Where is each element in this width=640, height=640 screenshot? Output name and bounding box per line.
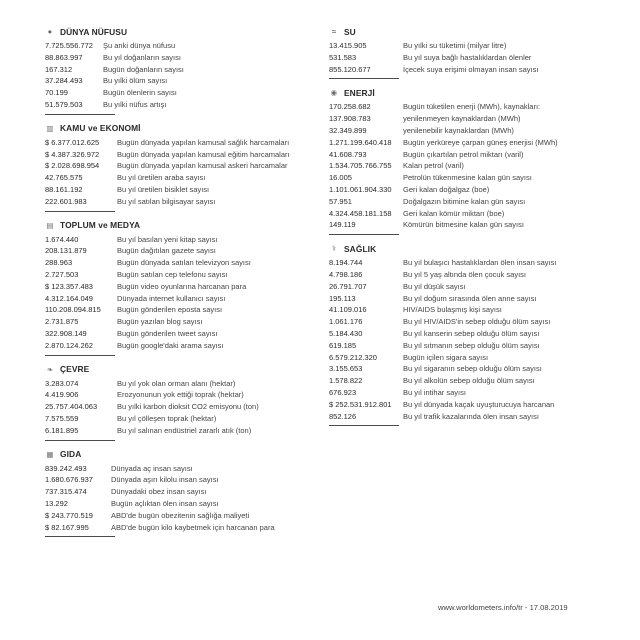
stat-row [45, 52, 315, 64]
section-header [45, 25, 315, 38]
stat-value: 2.727.503 [45, 269, 79, 279]
stat-label: Bugün gönderilen tweet sayısı [117, 328, 218, 338]
section-header [329, 25, 594, 38]
stat-row [45, 304, 315, 316]
stat-row [45, 378, 315, 390]
stat-value: 1.101.061.904.330 [329, 184, 392, 194]
stat-row [45, 64, 315, 76]
stat-value: 137.908.783 [329, 114, 371, 124]
stat-value: 149.119 [329, 220, 356, 230]
stat-value: 737.315.474 [45, 487, 87, 497]
stat-row [329, 125, 594, 137]
section-divider [45, 355, 115, 356]
stat-label: Doğalgazın bitimine kalan gün sayısı [403, 196, 526, 206]
stat-label: Bu yıl yok olan orman alanı (hektar) [117, 378, 236, 388]
stat-value: 32.349.899 [329, 125, 367, 135]
section-divider [45, 536, 115, 537]
stat-row [329, 160, 594, 172]
stat-row [329, 113, 594, 125]
stat-label: Bugün gönderilen eposta sayısı [117, 305, 223, 315]
stat-value: $ 243.770.519 [45, 510, 93, 520]
stat-label: Bugün tüketilen enerji (MWh), kaynakları: [403, 102, 541, 112]
stat-label: Bugün dünyada yapılan kamusal sağlık harcamaları [117, 137, 290, 147]
stat-label: Bugün dünyada satılan televizyon sayısı [117, 258, 251, 268]
water-icon: ≈ [331, 27, 337, 36]
stat-value: 41.109.016 [329, 305, 367, 315]
stat-label: Bugün satılan cep telefonu sayısı [117, 269, 228, 279]
stat-value: 70.199 [45, 88, 68, 98]
stat-label: yenilenmeyen kaynaklardan (MWh) [403, 114, 521, 124]
stat-value: 1.680.676.937 [45, 475, 93, 485]
stat-label: Kömürün bitmesine kalan gün sayısı [403, 220, 524, 230]
stat-value: 619.185 [329, 340, 357, 350]
stat-row [45, 328, 315, 340]
stat-row [45, 196, 315, 208]
stat-value: 2.731.875 [45, 317, 79, 327]
stat-value: 6.579.212.320 [329, 352, 377, 362]
stat-value: 88.161.192 [45, 184, 83, 194]
stat-row [45, 316, 315, 328]
stat-row [45, 40, 315, 52]
stat-row [329, 316, 594, 328]
stat-row [329, 269, 594, 281]
section-divider [329, 425, 399, 426]
stat-value: 1.061.176 [329, 317, 363, 327]
stat-value: 839.242.493 [45, 463, 87, 473]
section-title: SU [344, 26, 356, 37]
stat-value: 222.601.983 [45, 196, 87, 206]
stat-label: Dünyadaki obez insan sayısı [111, 487, 207, 497]
stat-row [329, 375, 594, 387]
left-column [45, 25, 315, 544]
stat-label: Dünyada internet kullanıcı sayısı [117, 293, 226, 303]
section-kamu [45, 122, 315, 212]
stat-value: 8.194.744 [329, 258, 363, 268]
stat-row [45, 293, 315, 305]
stat-value: 4.324.458.181.158 [329, 208, 392, 218]
stat-label: ABD'de bugün kilo kaybetmek için harcanan para [111, 522, 275, 532]
stat-label: Erozyonunun yok ettiği toprak (hektar) [117, 390, 244, 400]
stat-label: Bu yıl trafik kazalarında ölen insan sayısı [403, 411, 539, 421]
stat-row [45, 245, 315, 257]
stat-value: 1.534.705.766.755 [329, 161, 392, 171]
stat-row [329, 411, 594, 423]
section-title: SAĞLIK [344, 243, 377, 254]
stat-label: Bugün dağıtılan gazete sayısı [117, 246, 216, 256]
stat-label: Bu yıl intihar sayısı [403, 387, 466, 397]
stat-value: $ 82.167.995 [45, 522, 89, 532]
stat-row [45, 184, 315, 196]
stat-label: Geri kalan doğalgaz (boe) [403, 184, 490, 194]
health-icon: ⚕ [331, 244, 337, 254]
stat-row [329, 64, 594, 76]
stat-value: 322.908.149 [45, 328, 87, 338]
section-enerji [329, 86, 594, 235]
stat-row [45, 401, 315, 413]
stat-label: Bugün yazılan blog sayısı [117, 317, 203, 327]
stat-label: Kalan petrol (varil) [403, 161, 464, 171]
building-icon: ▥ [46, 123, 54, 133]
stat-label: Bu yıl çölleşen toprak (hektar) [117, 413, 217, 423]
stat-row [329, 184, 594, 196]
stat-label: Bugün doğanların sayısı [103, 64, 184, 74]
globe-icon: ● [47, 27, 53, 36]
stat-row [45, 87, 315, 99]
stat-value: 170.258.682 [329, 102, 371, 112]
stat-row [45, 510, 315, 522]
stat-row [45, 137, 315, 149]
section-medya [45, 219, 315, 356]
leaf-icon: ❧ [46, 364, 54, 374]
stat-value: 37.284.493 [45, 76, 83, 86]
stat-value: 41.608.793 [329, 149, 367, 159]
stat-row [329, 281, 594, 293]
stat-row [329, 363, 594, 375]
stat-label: Bu yıl suya bağlı hastalıklardan ölenler [403, 52, 532, 62]
stat-label: Bugün dünyada yapılan kamusal eğitim harcamaları [117, 149, 290, 159]
stat-label: Petrolün tükenmesine kalan gün sayısı [403, 173, 532, 183]
stat-label: Bu yıl üretilen araba sayısı [117, 173, 206, 183]
stat-row [329, 352, 594, 364]
stat-label: Bu yılki karbon dioksit CO2 emisyonu (ton) [117, 402, 259, 412]
newspaper-icon: ▤ [46, 220, 54, 230]
stat-label: Bu yıl üretilen bisiklet sayısı [117, 184, 210, 194]
section-divider [329, 234, 399, 235]
stat-value: 7.575.559 [45, 413, 79, 423]
section-cevre [45, 363, 315, 441]
stat-row [329, 40, 594, 52]
section-title: DÜNYA NÜFUSU [60, 26, 128, 37]
stat-value: 4.312.164.049 [45, 293, 93, 303]
section-title: KAMU ve EKONOMİ [60, 123, 141, 134]
source-footer[interactable]: www.worldometers.info/tr - 17.08.2019 [438, 603, 568, 612]
stat-label: İçecek suya erişimi olmayan insan sayısı [403, 64, 539, 74]
stat-row [45, 269, 315, 281]
stat-value: 4.798.186 [329, 269, 363, 279]
stat-label: ABD'de bugün obezitenin sağlığa maliyeti [111, 510, 250, 520]
stat-row [45, 234, 315, 246]
stat-label: Bu yıl bulaşıcı hastalıklardan ölen insan sayısı [403, 258, 557, 268]
stat-row [45, 340, 315, 352]
stat-value: 57.951 [329, 196, 352, 206]
stat-value: 167.312 [45, 64, 73, 74]
stat-value: 208.131.879 [45, 246, 87, 256]
stat-label: Bu yılki nüfus artışı [103, 99, 167, 109]
stat-label: Bu yıl düşük sayısı [403, 281, 466, 291]
stat-row [329, 137, 594, 149]
stat-value: 13.292 [45, 498, 68, 508]
stat-value: 25.757.404.063 [45, 402, 98, 412]
section-header [329, 86, 594, 99]
stat-label: Bu yıl 5 yaş altında ölen çocuk sayısı [403, 269, 526, 279]
section-header [329, 242, 594, 255]
section-su [329, 25, 594, 79]
section-divider [329, 78, 399, 79]
stat-label: Dünyada aşırı kilolu insan sayısı [111, 475, 219, 485]
stat-row [45, 486, 315, 498]
stat-value: 1.271.199.640.418 [329, 137, 392, 147]
stat-label: Bugün ölenlerin sayısı [103, 88, 177, 98]
bulb-icon: ◉ [330, 88, 338, 98]
stat-row [329, 328, 594, 340]
stat-label: yenilenebilir kaynaklardan (MWh) [403, 125, 514, 135]
stat-value: 88.863.997 [45, 52, 83, 62]
section-title: ÇEVRE [60, 364, 90, 375]
stat-value: 26.791.707 [329, 281, 367, 291]
stat-value: 3.155.653 [329, 364, 363, 374]
stat-value: 195.113 [329, 293, 356, 303]
section-divider [45, 211, 115, 212]
section-nufus [45, 25, 315, 115]
section-header [45, 219, 315, 232]
stat-value: 852.126 [329, 411, 357, 421]
stat-value: $ 6.377.012.625 [45, 137, 100, 147]
stat-value: 531.583 [329, 52, 357, 62]
stat-value: 42.765.575 [45, 173, 83, 183]
stat-value: $ 252.531.912.801 [329, 399, 392, 409]
stat-label: Bu yıl satılan bilgisayar sayısı [117, 196, 216, 206]
stat-label: Bu yıl HIV/AIDS'in sebep olduğu ölüm sayısı [403, 317, 551, 327]
stat-label: Bu yıl salınan endüstriel zararlı atık (ton) [117, 425, 252, 435]
stat-label: Bugün dünyada yapılan kamusal askeri harcamalar [117, 161, 288, 171]
stat-value: $ 2.028.698.954 [45, 161, 100, 171]
stat-label: Bu yıl basılan yeni kitap sayısı [117, 234, 218, 244]
stat-row [329, 340, 594, 352]
stat-row [45, 522, 315, 534]
stat-label: Bugün içilen sigara sayısı [403, 352, 489, 362]
right-column [329, 25, 594, 433]
stat-value: 1.674.440 [45, 234, 79, 244]
food-icon: ▦ [46, 449, 54, 459]
stat-row [329, 208, 594, 220]
stat-row [45, 149, 315, 161]
stat-label: Şu anki dünya nüfusu [103, 41, 176, 50]
section-header [45, 363, 315, 376]
stat-value: 855.120.677 [329, 64, 371, 74]
stat-value: $ 123.357.483 [45, 281, 93, 291]
section-header [45, 122, 315, 135]
stat-row [329, 257, 594, 269]
section-gida [45, 448, 315, 538]
section-saglik [329, 242, 594, 426]
stat-label: Bu yıl doğum sırasında ölen anne sayısı [403, 293, 537, 303]
section-divider [45, 440, 115, 441]
stat-value: 5.184.430 [329, 328, 363, 338]
stat-label: Bugün google'daki arama sayısı [117, 340, 224, 350]
stat-row [45, 160, 315, 172]
stat-label: Bugün çıkartılan petrol miktarı (varil) [403, 149, 524, 159]
stat-label: Bugün video oyunlarına harcanan para [117, 281, 247, 291]
stat-label: HIV/AIDS bulaşmış kişi sayısı [403, 305, 502, 315]
stat-label: Bu yıl alkolün sebep olduğu ölüm sayısı [403, 376, 535, 386]
stat-value: $ 4.387.326.972 [45, 149, 100, 159]
stat-label: Bu yıl kanserin sebep olduğu ölüm sayısı [403, 328, 540, 338]
stat-value: 4.419.906 [45, 390, 79, 400]
stat-value: 110.208.094.815 [45, 305, 101, 315]
stat-row [45, 389, 315, 401]
stat-row [45, 172, 315, 184]
stat-row [329, 387, 594, 399]
stat-label: Dünyada aç insan sayısı [111, 463, 193, 473]
stat-row [329, 172, 594, 184]
stat-row [329, 219, 594, 231]
stat-value: 2.870.124.262 [45, 340, 93, 350]
stat-value: 7.725.556.772 [45, 41, 93, 50]
stat-row [45, 425, 315, 437]
stat-row [329, 101, 594, 113]
stat-label: Bu yıl dünyada kaçak uyuşturucuya harcanan [403, 399, 555, 409]
stat-row [45, 281, 315, 293]
stat-value: 6.181.895 [45, 425, 79, 435]
stat-row [45, 99, 315, 111]
stat-value: 676.923 [329, 387, 357, 397]
section-header [45, 448, 315, 461]
stat-row [45, 463, 315, 475]
stat-row [329, 304, 594, 316]
stat-value: 51.579.503 [45, 99, 83, 109]
stat-value: 1.578.822 [329, 376, 363, 386]
stat-label: Bu yıl sigaranın sebep olduğu ölüm sayısı [403, 364, 542, 374]
stat-row [329, 52, 594, 64]
stat-row [329, 149, 594, 161]
stat-value: 288.963 [45, 258, 73, 268]
stat-value: 3.283.074 [45, 378, 79, 388]
stat-value: 13.415.905 [329, 41, 367, 50]
stat-label: Bu yılki su tüketimi (milyar litre) [403, 41, 507, 50]
section-divider [45, 114, 115, 115]
stat-row [45, 498, 315, 510]
stat-label: Bugün yerküreye çarpan güneş enerjisi (MWh) [403, 137, 558, 147]
section-title: ENERJİ [344, 87, 375, 98]
stat-row [45, 257, 315, 269]
stat-row [329, 399, 594, 411]
section-title: GIDA [60, 449, 82, 460]
stat-label: Bugün açlıktan ölen insan sayısı [111, 498, 219, 508]
stat-label: Bu yıl doğanların sayısı [103, 52, 181, 62]
stat-label: Geri kalan kömür miktarı (boe) [403, 208, 505, 218]
stat-row [45, 413, 315, 425]
section-title: TOPLUM ve MEDYA [60, 220, 141, 231]
stat-label: Bu yıl sıtmanın sebep olduğu ölüm sayısı [403, 340, 540, 350]
stat-label: Bu yılki ölüm sayısı [103, 76, 168, 86]
stat-row [45, 474, 315, 486]
stat-row [45, 75, 315, 87]
stat-value: 16.005 [329, 173, 352, 183]
stat-row [329, 196, 594, 208]
stat-row [329, 293, 594, 305]
